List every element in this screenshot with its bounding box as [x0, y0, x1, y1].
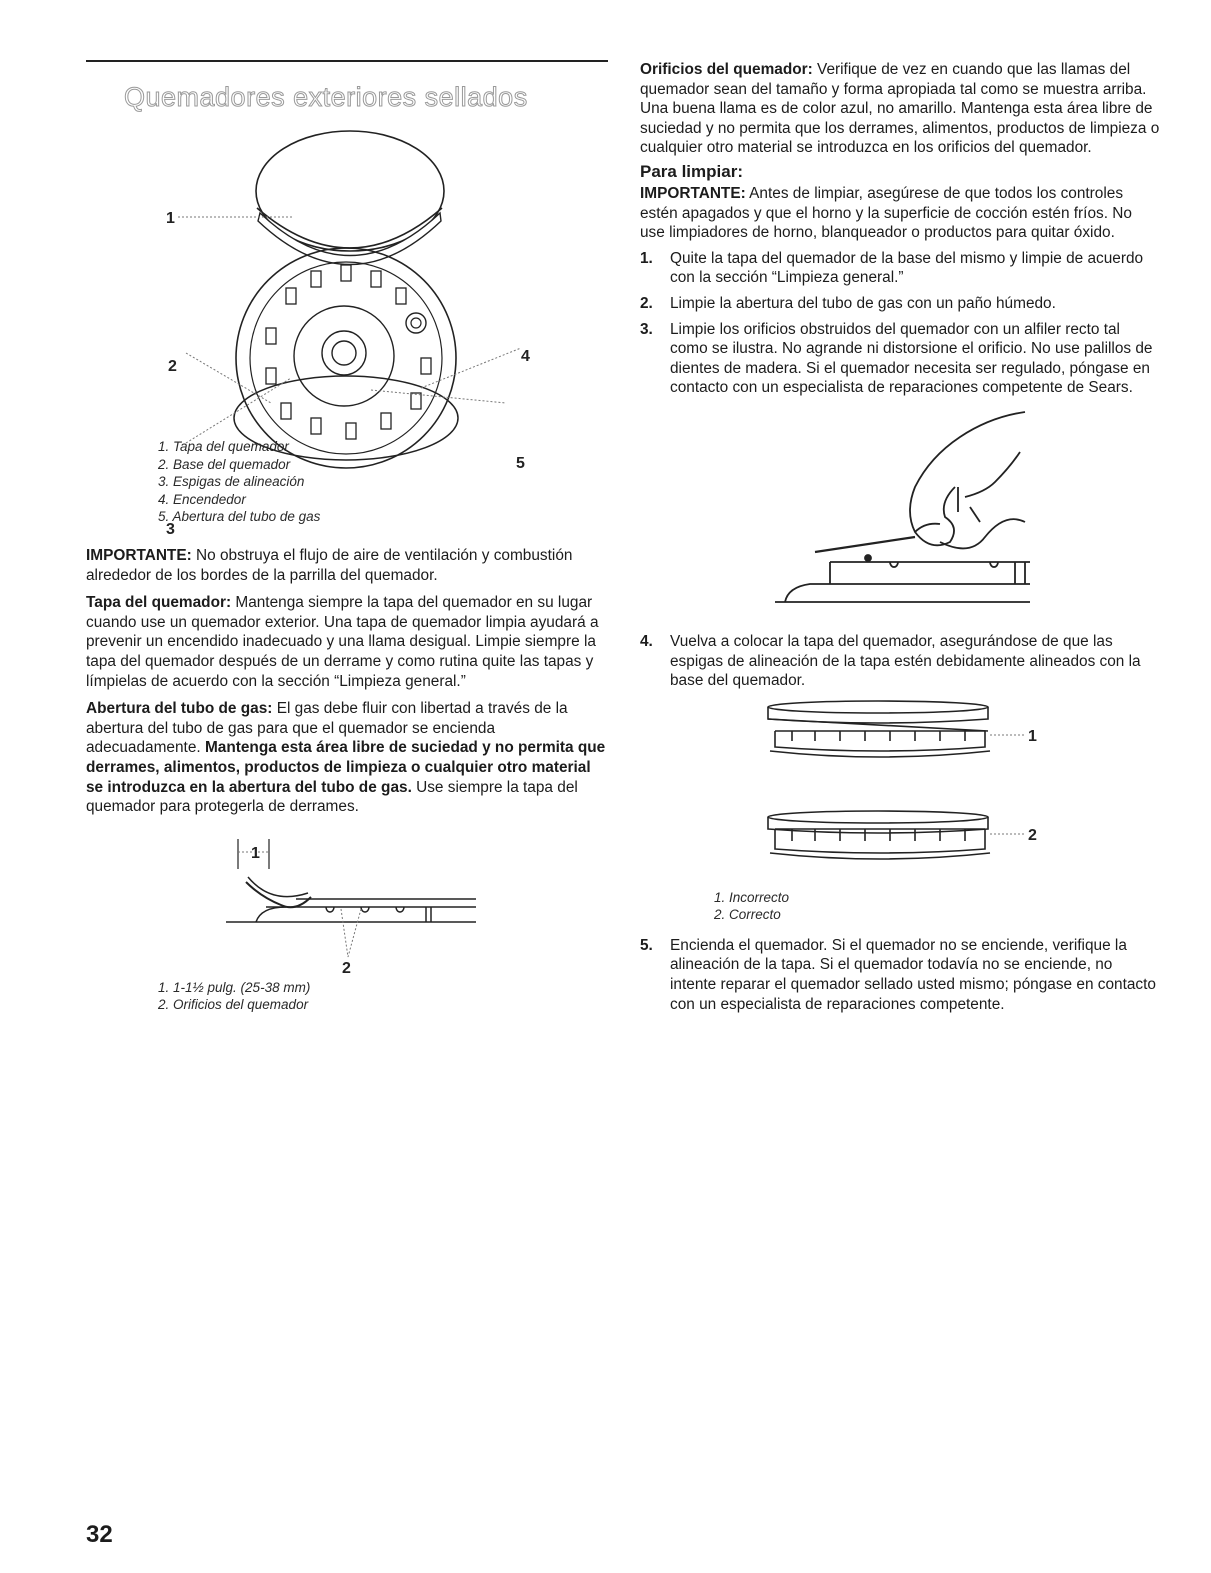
step-text: Encienda el quemador. Si el quemador no se enciende, verifique la alineación de la tapa. Si el quemador todavía no se enciende, no intente reparar el quemador sellado usted mismo; póngase en contacto con un especialista de reparaciones competente. [670, 936, 1156, 1013]
clean-heading: Para limpiar: [640, 161, 743, 181]
step-text: Vuelva a colocar la tapa del quemador, asegurándose de que las espigas de alineación de la tapa estén debidamente alineados con la base del quemador. [670, 632, 1141, 690]
cleaning-steps [640, 249, 1160, 398]
caption-item: 4. Encendedor [158, 491, 246, 507]
gas-tube-text: El gas debe fluir con libertad a través de la abertura del tubo de gas para que el quemador se encienda adecuadamente. [86, 700, 568, 757]
step-number: 2. [640, 294, 653, 312]
right-column [640, 60, 1160, 1020]
left-column [86, 60, 608, 1014]
step-text: Limpie la abertura del tubo de gas con un paño húmedo. [670, 294, 1056, 312]
caption-item: 1. 1-1½ pulg. (25-38 mm) [158, 979, 311, 995]
burner-base-illustration [234, 248, 458, 468]
orifices-paragraph [640, 60, 1160, 158]
step-item [640, 632, 1160, 691]
burner-cap-text: Mantenga siempre la tapa del quemador en su lugar cuando use un quemador exterior. Una tapa de quemador limpia ayudará a prevenir un encendido inadecuado y una llama desigual. Limpie siempre la tapa del quemador después de un derrame y como rutina quite las tapas y límpielas de acuerdo con la sección “Limpieza general.” [86, 594, 599, 690]
flame-diagram [86, 827, 608, 977]
step-text: Quite la tapa del quemador de la base del mismo y limpie de acuerdo con la sección “Limpieza general.” [670, 249, 1144, 287]
caption-item: 3. Espigas de alineación [158, 474, 305, 490]
gas-tube-paragraph [86, 699, 608, 817]
burner-cap-illustration [256, 131, 444, 265]
fig1-label-3: 3 [166, 521, 175, 538]
caption-item: 1. Tapa del quemador [158, 439, 289, 454]
cap-alignment-diagram [640, 697, 1160, 907]
step-number: 1. [640, 249, 653, 267]
caption-item: 2. Orificios del quemador [158, 997, 309, 1013]
fig1-label-4: 4 [521, 348, 530, 365]
fig2-label-1: 1 [251, 844, 260, 862]
step-number: 5. [640, 936, 653, 954]
clean-important-label: IMPORTANTE: [640, 184, 746, 202]
page-number: 32 [86, 1521, 113, 1548]
cleaning-steps-final [640, 936, 1160, 1014]
important-text: No obstruya el flujo de aire de ventilación y combustión alrededor de los bordes de la parrilla del quemador. [86, 546, 573, 584]
step-item [640, 320, 1160, 398]
clean-important-note [640, 184, 1160, 243]
correct-cap-illustration [768, 811, 990, 859]
step-item [640, 936, 1160, 1014]
step-item [640, 249, 1160, 288]
important-note [86, 546, 608, 585]
gas-tube-end: Use siempre la tapa del quemador para protegerla de derrames. [86, 778, 578, 816]
gas-tube-label: Abertura del tubo de gas: [86, 700, 273, 718]
caption-item: 1. Incorrecto [714, 889, 790, 905]
fig4-label-1: 1 [1028, 727, 1037, 745]
fig1-label-5: 5 [516, 455, 525, 472]
figure1-caption [158, 438, 608, 526]
figure2-caption [158, 979, 608, 1014]
burner-cap-paragraph [86, 593, 608, 691]
step-number: 4. [640, 632, 653, 650]
gas-tube-warning: Mantenga esta área libre de suciedad y no permita que derrames, alimentos, productos de limpieza o cualquier otro material se introduzca en la abertura del tubo de gas. [86, 739, 606, 796]
fig1-label-2: 2 [168, 358, 177, 375]
step-item [640, 294, 1160, 314]
orifices-label: Orificios del quemador: [640, 61, 813, 78]
cleaning-steps-continued [640, 632, 1160, 691]
step-number: 3. [640, 320, 653, 338]
burner-cap-label: Tapa del quemador: [86, 594, 232, 612]
section-title: Quemadores exteriores sellados [124, 82, 528, 112]
fig2-label-2: 2 [342, 959, 351, 977]
step-text: Limpie los orificios obstruidos del quemador con un alfiler recto tal como se ilustra. No agrande ni distorsione el orificio. No use palillos de dientes de madera. Si el quemador necesita ser regulado, póngase en contacto con un especialista de reparaciones competente de Sears. [670, 320, 1153, 397]
fig4-label-2: 2 [1028, 826, 1037, 844]
clean-important-text: Antes de limpiar, asegúrese de que todos los controles estén apagados y que el horno y la superficie de cocción estén fríos. No use limpiadores de horno, blanqueador o productos para quitar óxido. [640, 184, 1132, 242]
figure4-caption [714, 889, 1160, 924]
caption-item: 2. Base del quemador [158, 456, 291, 472]
orifices-text: Verifique de vez en cuando que las llamas del quemador sean del tamaño y forma apropiada tal como se muestra arriba. Una buena llama es de color azul, no amarillo. Mantenga esta área libre de suciedad y no permita que los derrames, alimentos, productos de limpieza o cualquier otro material se introduzca en los orificios del quemador. [640, 61, 1160, 157]
fig1-label-1: 1 [166, 210, 175, 227]
section-rule [86, 60, 608, 62]
caption-item: 2. Correcto [714, 907, 781, 923]
incorrect-cap-illustration [768, 701, 990, 757]
important-label: IMPORTANTE: [86, 546, 192, 564]
pin-cleaning-illustration [640, 412, 1160, 622]
caption-item: 5. Abertura del tubo de gas [158, 509, 321, 525]
